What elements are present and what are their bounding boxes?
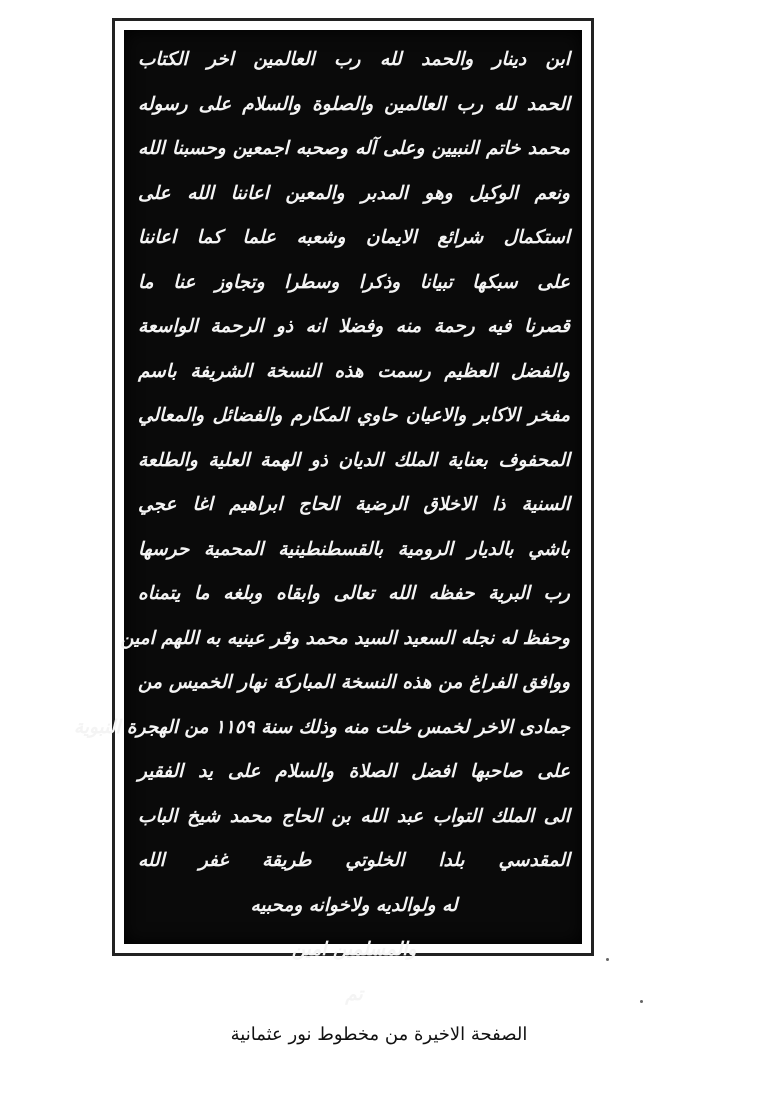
speck: [606, 958, 609, 961]
manuscript-text: [73, 38, 570, 1017]
manuscript-line: على سبكها تبيانا وذكرا وسطرا وتجاوز عنا ما: [138, 271, 570, 293]
manuscript-line: له ولوالديه ولاخوانه ومحبيه: [250, 894, 458, 916]
manuscript-line: ابن دينار والحمد لله رب العالمين اخر الكتاب: [138, 49, 570, 70]
manuscript-line: جمادى الاخر لخمس خلت منه وذلك سنة ١١٥٩ من الهجرة النبوية: [73, 716, 570, 738]
manuscript-line: الحمد لله رب العالمين والصلوة والسلام على رسوله: [138, 93, 570, 115]
manuscript-line: ونعم الوكيل وهو المدبر والمعين اعاننا الله على: [138, 182, 570, 204]
manuscript-line: على صاحبها افضل الصلاة والسلام على يد الفقير: [138, 761, 570, 782]
manuscript-line: قصرنا فيه رحمة منه وفضلا انه ذو الرحمة الواسعة: [138, 316, 570, 337]
manuscript-page: [73, 30, 582, 1005]
speck: [640, 1000, 643, 1003]
manuscript-line: باشي بالديار الرومية بالقسطنطينية المحمية حرسها: [138, 538, 570, 560]
page-caption: الصفحة الاخيرة من مخطوط نور عثمانية: [230, 1024, 528, 1045]
manuscript-line: رب البرية حفظه الله تعالى وابقاه وبلغه ما يتمناه: [138, 583, 570, 604]
manuscript-line: تم: [345, 983, 363, 1005]
manuscript-line: والفضل العظيم رسمت هذه النسخة الشريفة باسم: [138, 360, 570, 382]
manuscript-line: السنية ذا الاخلاق الرضية الحاج ابراهيم اغا عجي: [138, 494, 570, 515]
manuscript-line: المحفوف بعناية الملك الديان ذو الهمة العلية والطلعة: [138, 449, 570, 471]
manuscript-line: الى الملك التواب عبد الله بن الحاج محمد شيخ الباب: [138, 805, 570, 827]
manuscript-line: وحفظ له نجله السعيد السيد محمد وقر عينيه به اللهم امين: [120, 627, 570, 649]
manuscript-line: مفخر الاكابر والاعيان حاوي المكارم والفضائل والمعالي: [138, 405, 570, 426]
manuscript-line: استكمال شرائع الايمان وشعبه علما كما اعاننا: [138, 227, 570, 248]
manuscript-line: المقدسي بلدا الخلوتي طريقة غفر الله: [138, 850, 570, 871]
manuscript-line: ووافق الفراغ من هذه النسخة المباركة نهار الخميس من: [138, 672, 570, 693]
manuscript-line: محمد خاتم النبيين وعلى آله وصحبه اجمعين وحسبنا الله: [138, 138, 570, 159]
manuscript-line: والمسلمين امين: [291, 939, 417, 960]
